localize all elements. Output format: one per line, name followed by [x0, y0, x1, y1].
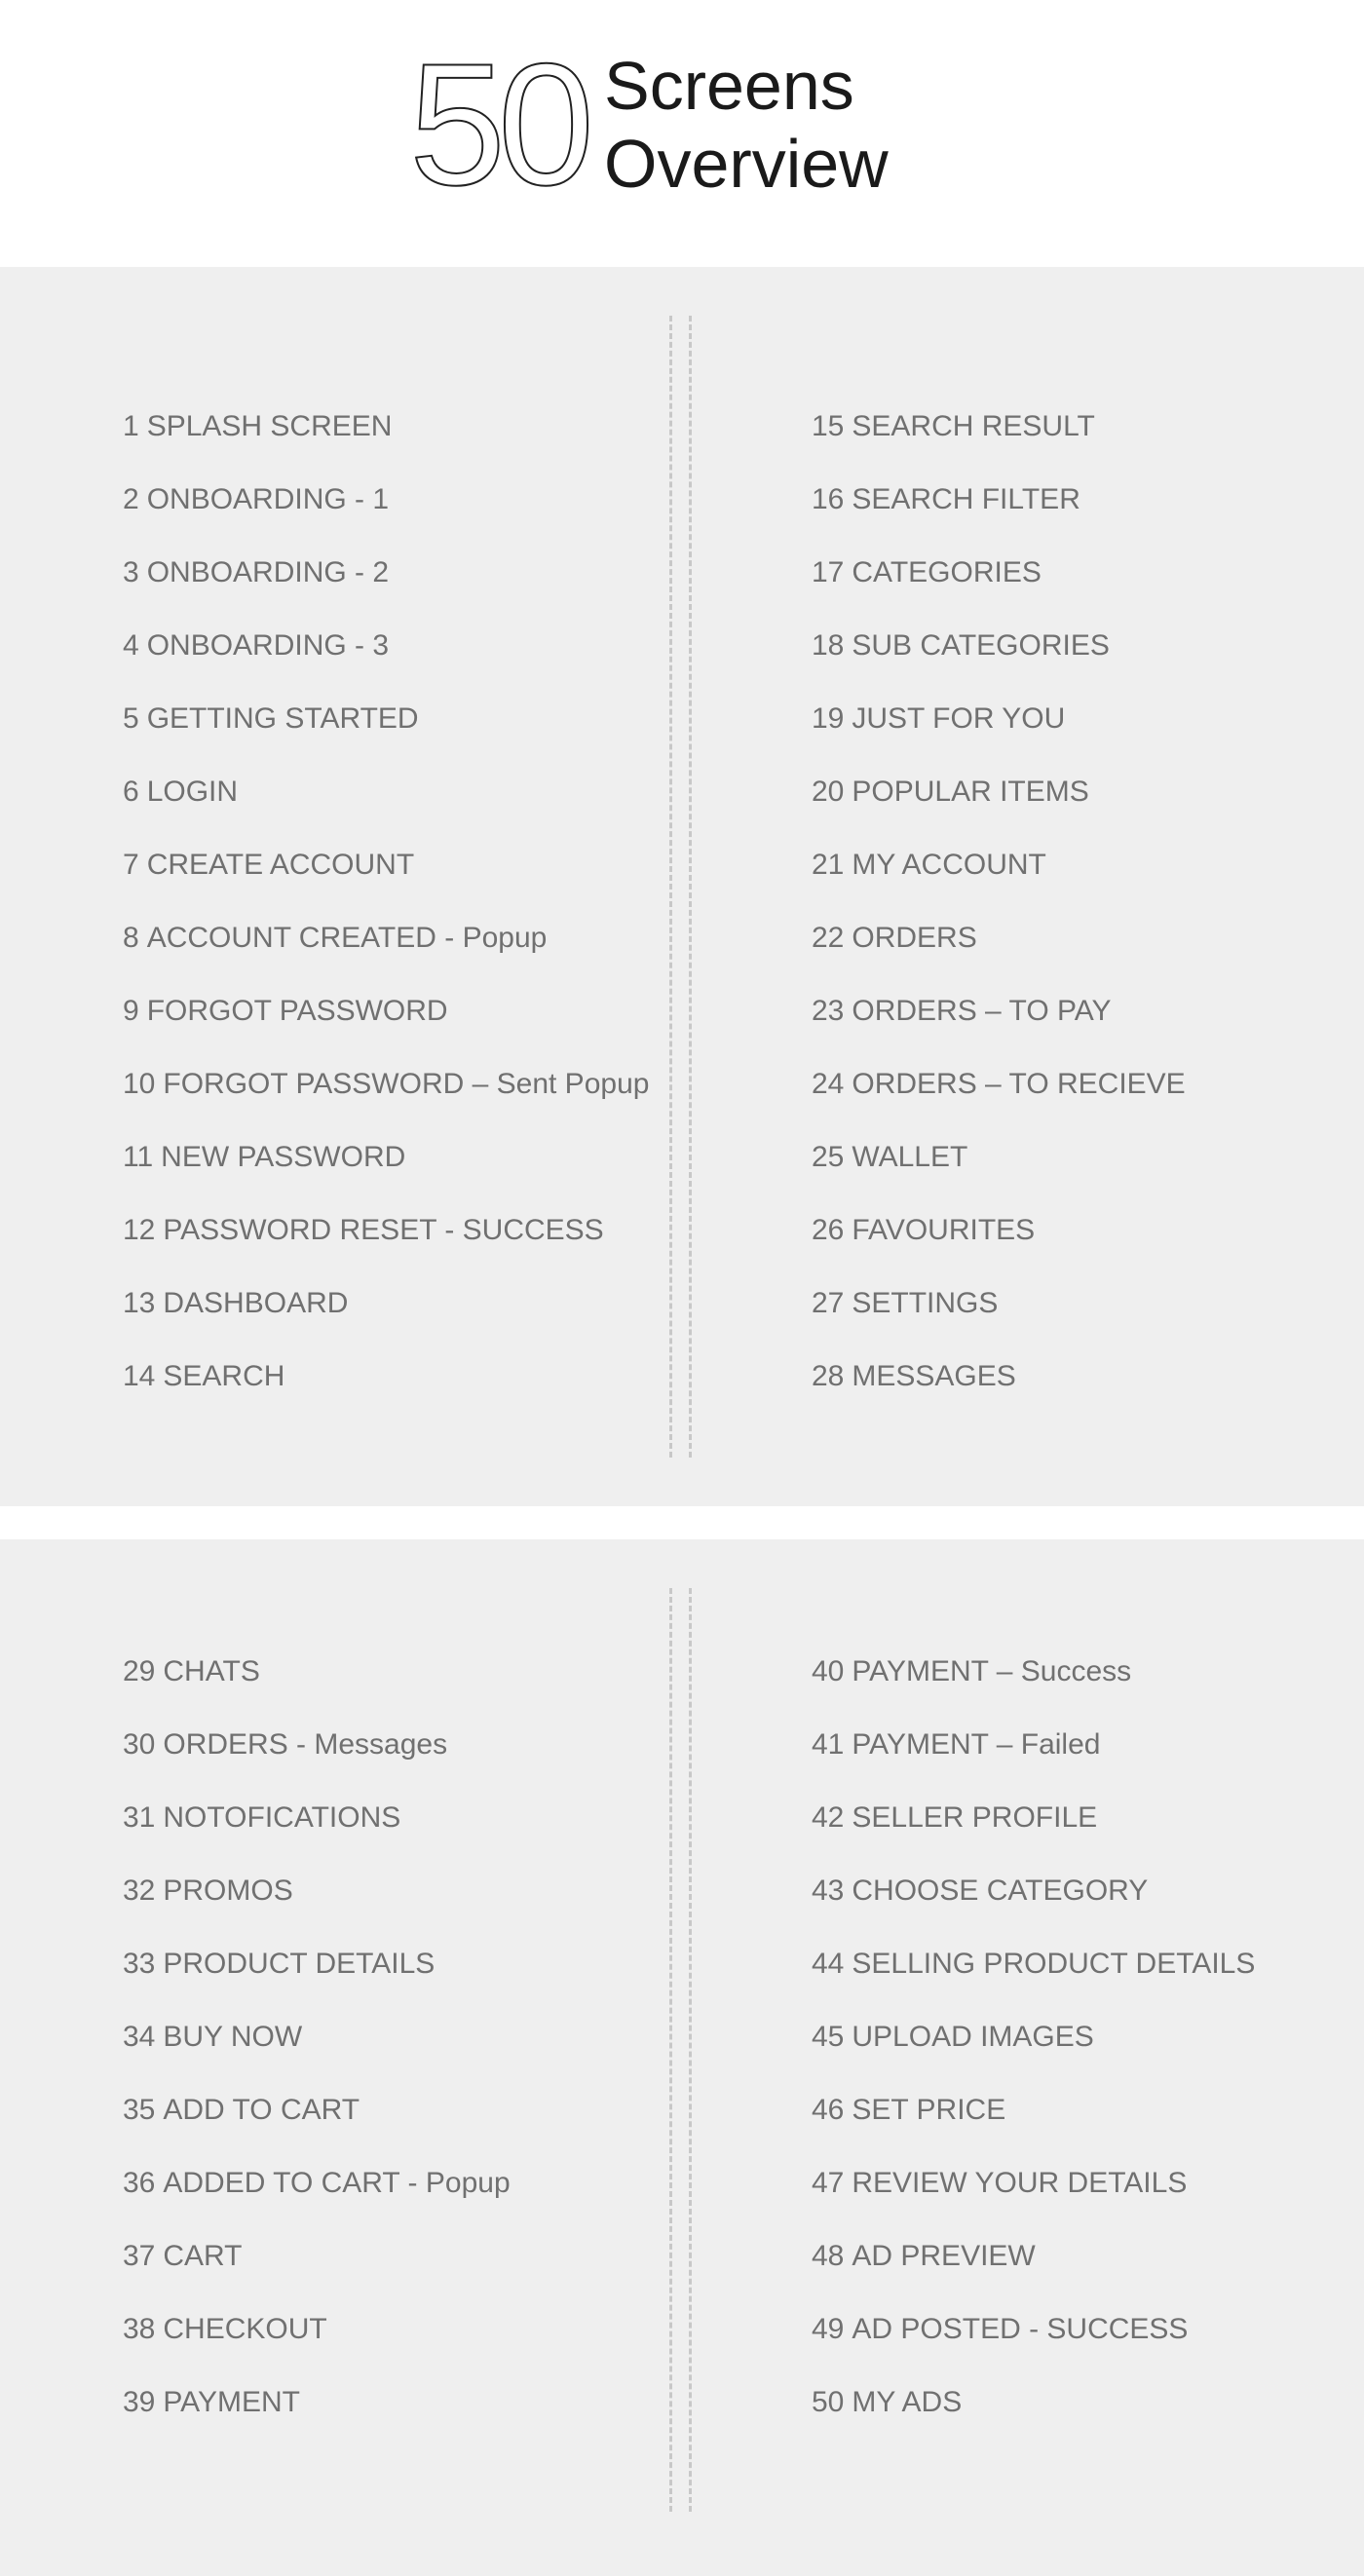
screen-name: SPLASH SCREEN — [146, 410, 393, 442]
screen-list-item — [812, 1635, 1255, 1708]
screen-number: 8 — [123, 922, 139, 954]
title-line-screens: Screens — [604, 48, 854, 124]
screen-number: 13 — [123, 1287, 156, 1319]
screen-number: 41 — [812, 1728, 845, 1761]
screen-name: WALLET — [852, 1141, 968, 1173]
screen-number: 43 — [812, 1875, 845, 1907]
screen-list-item — [123, 1708, 511, 1781]
screen-count: 50 — [409, 27, 587, 221]
column-divider — [669, 316, 695, 1458]
screen-list-item — [123, 974, 649, 1047]
screen-number: 4 — [123, 629, 139, 662]
screen-number: 24 — [812, 1068, 845, 1100]
screen-list-item — [812, 1781, 1255, 1854]
screen-name: FAVOURITES — [852, 1214, 1036, 1246]
screen-list-item — [812, 2366, 1255, 2439]
screen-list-item — [123, 1193, 649, 1267]
screen-list-right — [812, 390, 1186, 1413]
screen-number: 32 — [123, 1875, 156, 1907]
screen-name: ADD TO CART — [163, 2094, 360, 2126]
screen-name: NOTOFICATIONS — [163, 1801, 401, 1834]
screen-number: 15 — [812, 410, 845, 442]
screen-list-item — [812, 609, 1186, 682]
screen-list-item — [123, 2073, 511, 2146]
screen-name: ORDERS – TO PAY — [852, 995, 1112, 1027]
screen-list-item — [123, 755, 649, 828]
column-divider — [669, 1588, 695, 2512]
screen-list-item — [812, 2000, 1255, 2073]
screen-name: SEARCH RESULT — [852, 410, 1095, 442]
screen-number: 1 — [123, 410, 139, 442]
screen-list-item — [123, 2292, 511, 2366]
screen-number: 33 — [123, 1948, 156, 1980]
screen-number: 14 — [123, 1360, 156, 1392]
screen-name: MESSAGES — [852, 1360, 1016, 1392]
screen-name: LOGIN — [146, 776, 239, 808]
screen-list-item — [812, 755, 1186, 828]
screen-list-left — [123, 390, 649, 1413]
screen-name: ACCOUNT CREATED - Popup — [146, 922, 548, 954]
screen-list-item — [812, 390, 1186, 463]
divider-dash-right — [689, 1588, 692, 2512]
screen-list-item — [123, 2219, 511, 2292]
screen-list-item — [812, 1927, 1255, 2000]
screen-number: 12 — [123, 1214, 156, 1246]
screen-list-item — [812, 682, 1186, 755]
screen-number: 2 — [123, 483, 139, 515]
screen-name: POPULAR ITEMS — [852, 776, 1089, 808]
screen-list-item — [123, 1120, 649, 1193]
screen-name: ONBOARDING - 2 — [146, 556, 390, 588]
screen-number: 45 — [812, 2021, 845, 2053]
screen-list-item — [123, 2000, 511, 2073]
screen-number: 21 — [812, 849, 845, 881]
screen-list-item — [812, 2073, 1255, 2146]
screen-name: ONBOARDING - 1 — [146, 483, 390, 515]
screen-number: 46 — [812, 2094, 845, 2126]
screen-number: 20 — [812, 776, 845, 808]
screen-list-item — [123, 1267, 649, 1340]
screen-list-item — [123, 2146, 511, 2219]
screen-name: SEARCH FILTER — [852, 483, 1080, 515]
screen-name: PAYMENT — [163, 2386, 300, 2418]
screen-list-item — [812, 1708, 1255, 1781]
screen-list-left — [123, 1635, 511, 2439]
screens-panel-2 — [0, 1539, 1364, 2576]
screen-list-item — [123, 828, 649, 901]
screen-name: PAYMENT – Failed — [852, 1728, 1101, 1761]
screen-list-item — [812, 463, 1186, 536]
screen-name: SEARCH — [163, 1360, 285, 1392]
screen-name: FORGOT PASSWORD – Sent Popup — [163, 1068, 650, 1100]
screen-name: NEW PASSWORD — [161, 1141, 406, 1173]
screen-number: 31 — [123, 1801, 156, 1834]
screen-number: 40 — [812, 1655, 845, 1687]
screen-list-item — [812, 1340, 1186, 1413]
screen-name: ORDERS — [852, 922, 977, 954]
screen-name: ONBOARDING - 3 — [146, 629, 390, 662]
screen-number: 44 — [812, 1948, 845, 1980]
screen-number: 28 — [812, 1360, 845, 1392]
screen-name: PASSWORD RESET - SUCCESS — [163, 1214, 604, 1246]
screen-number: 18 — [812, 629, 845, 662]
screen-list-item — [812, 1854, 1255, 1927]
screen-number: 34 — [123, 2021, 156, 2053]
screen-name: ORDERS – TO RECIEVE — [852, 1068, 1186, 1100]
screen-list-item — [123, 1927, 511, 2000]
screen-list-item — [812, 974, 1186, 1047]
screen-number: 39 — [123, 2386, 156, 2418]
screen-number: 5 — [123, 702, 139, 735]
screen-name: SELLING PRODUCT DETAILS — [852, 1948, 1256, 1980]
screen-name: AD POSTED - SUCCESS — [852, 2313, 1189, 2345]
screen-name: CREATE ACCOUNT — [146, 849, 415, 881]
screen-number: 9 — [123, 995, 139, 1027]
screen-name: REVIEW YOUR DETAILS — [852, 2167, 1188, 2199]
screen-number: 48 — [812, 2240, 845, 2272]
screen-name: PROMOS — [163, 1875, 293, 1907]
screen-list-item — [812, 2146, 1255, 2219]
screen-name: SET PRICE — [852, 2094, 1006, 2126]
header — [0, 0, 1364, 267]
screen-number: 30 — [123, 1728, 156, 1761]
screen-list-right — [812, 1635, 1255, 2439]
screen-list-item — [123, 901, 649, 974]
screen-list-item — [123, 609, 649, 682]
header-title-group — [409, 27, 889, 221]
page-title — [604, 47, 889, 203]
screen-name: FORGOT PASSWORD — [146, 995, 448, 1027]
screen-number: 50 — [812, 2386, 845, 2418]
screen-list-item — [812, 828, 1186, 901]
screen-number: 23 — [812, 995, 845, 1027]
screen-number: 49 — [812, 2313, 845, 2345]
screen-number: 19 — [812, 702, 845, 735]
screen-number: 16 — [812, 483, 845, 515]
screen-list-item — [812, 1047, 1186, 1120]
screen-number: 42 — [812, 1801, 845, 1834]
divider-dash-right — [689, 316, 692, 1458]
screen-number: 37 — [123, 2240, 156, 2272]
screen-list-item — [123, 2366, 511, 2439]
screen-name: CHATS — [163, 1655, 260, 1687]
screen-name: PAYMENT – Success — [852, 1655, 1132, 1687]
screen-name: SUB CATEGORIES — [852, 629, 1110, 662]
screen-name: ORDERS - Messages — [163, 1728, 448, 1761]
screen-list-item — [812, 1193, 1186, 1267]
title-line-overview: Overview — [604, 126, 889, 202]
screen-name: ADDED TO CART - Popup — [163, 2167, 511, 2199]
screen-number: 25 — [812, 1141, 845, 1173]
screen-name: AD PREVIEW — [852, 2240, 1036, 2272]
screen-list-item — [812, 1120, 1186, 1193]
screen-list-item — [123, 1781, 511, 1854]
screen-name: DASHBOARD — [163, 1287, 349, 1319]
screen-name: MY ADS — [852, 2386, 963, 2418]
screen-list-item — [812, 901, 1186, 974]
screen-name: CHOOSE CATEGORY — [852, 1875, 1149, 1907]
screen-list-item — [123, 1047, 649, 1120]
screen-list-item — [812, 1267, 1186, 1340]
screen-number: 35 — [123, 2094, 156, 2126]
screen-list-item — [812, 2219, 1255, 2292]
screen-number: 10 — [123, 1068, 156, 1100]
screen-number: 6 — [123, 776, 139, 808]
screen-name: CHECKOUT — [163, 2313, 327, 2345]
screen-name: PRODUCT DETAILS — [163, 1948, 436, 1980]
screen-list-item — [123, 1635, 511, 1708]
screen-number: 26 — [812, 1214, 845, 1246]
screen-number: 7 — [123, 849, 139, 881]
screen-number: 22 — [812, 922, 845, 954]
screen-list-item — [123, 1854, 511, 1927]
screen-name: CART — [163, 2240, 243, 2272]
screen-name: SELLER PROFILE — [852, 1801, 1098, 1834]
screen-list-item — [812, 536, 1186, 609]
screen-name: BUY NOW — [163, 2021, 303, 2053]
screen-number: 47 — [812, 2167, 845, 2199]
screen-list-item — [123, 682, 649, 755]
screen-list-item — [123, 536, 649, 609]
screen-number: 11 — [123, 1141, 154, 1173]
screens-panel-1 — [0, 267, 1364, 1506]
screen-name: GETTING STARTED — [146, 702, 419, 735]
screen-number: 17 — [812, 556, 845, 588]
screen-name: JUST FOR YOU — [852, 702, 1066, 735]
screen-number: 36 — [123, 2167, 156, 2199]
screen-number: 29 — [123, 1655, 156, 1687]
screen-number: 3 — [123, 556, 139, 588]
screen-name: SETTINGS — [852, 1287, 999, 1319]
screen-list-item — [123, 1340, 649, 1413]
screen-name: CATEGORIES — [852, 556, 1042, 588]
screen-number: 27 — [812, 1287, 845, 1319]
screen-name: UPLOAD IMAGES — [852, 2021, 1094, 2053]
divider-dash-left — [669, 316, 672, 1458]
screen-list-item — [123, 463, 649, 536]
screen-list-item — [123, 390, 649, 463]
screen-name: MY ACCOUNT — [852, 849, 1046, 881]
divider-dash-left — [669, 1588, 672, 2512]
screen-number: 38 — [123, 2313, 156, 2345]
screen-list-item — [812, 2292, 1255, 2366]
